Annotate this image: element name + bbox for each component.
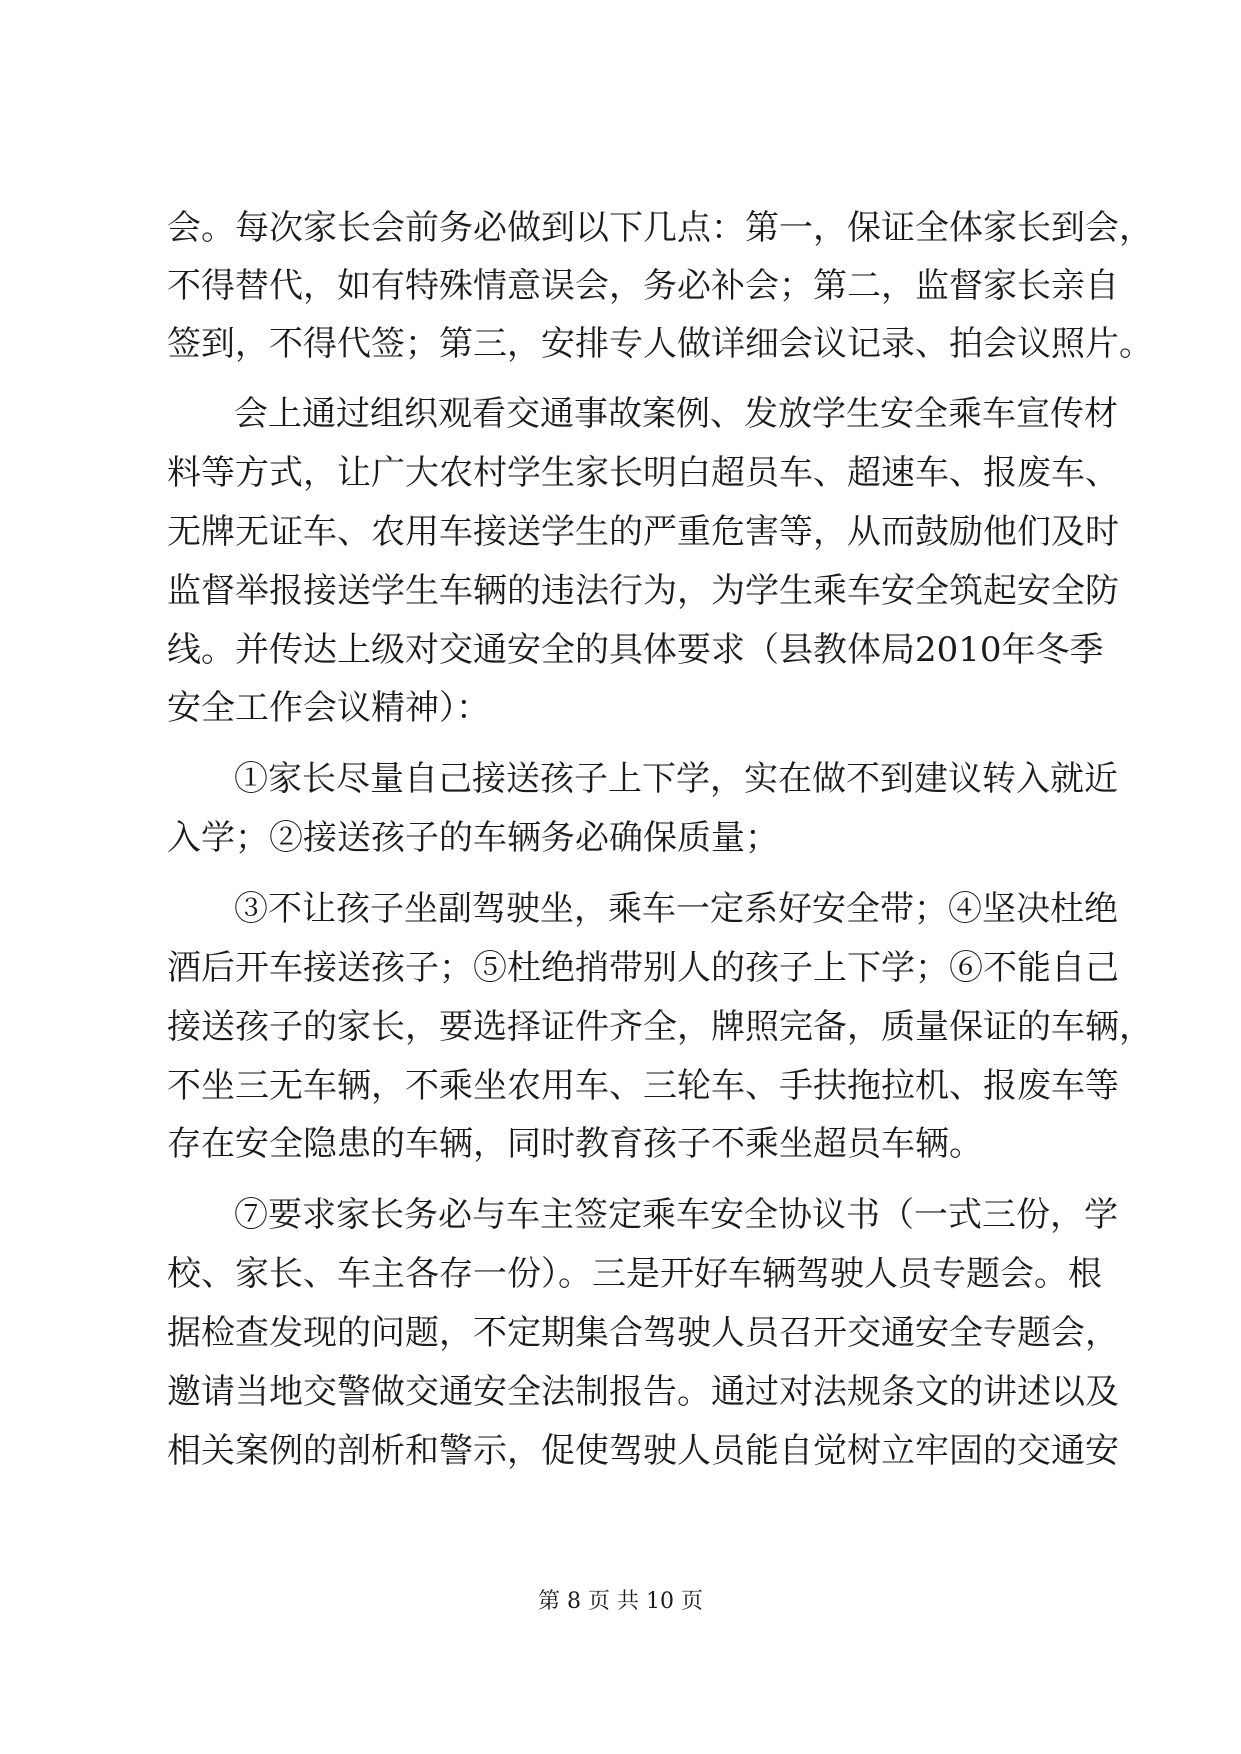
page-footer: 第 8 页 共 10 页 <box>538 1589 703 1614</box>
text-line: 校、家长、车主各存一份）。三是开好车辆驾驶人员专题会。根 <box>167 1254 1102 1294</box>
text-line: 存在安全隐患的车辆，同时教育孩子不乘坐超员车辆。 <box>167 1124 983 1164</box>
text-line: 无牌无证车、农用车接送学生的严重危害等，从而鼓励他们及时 <box>167 512 1119 552</box>
text-line: ③不让孩子坐副驾驶坐，乘车一定系好安全带；④坚决杜绝 <box>234 889 1118 929</box>
text-line: 签到，不得代签；第三，安排专人做详细会议记录、拍会议照片。 <box>167 324 1153 364</box>
text-line: 安全工作会议精神）： <box>167 688 490 728</box>
text-line: ①家长尽量自己接送孩子上下学，实在做不到建议转入就近 <box>234 759 1118 799</box>
text-line: 酒后开车接送孩子；⑤杜绝捎带别人的孩子上下学；⑥不能自己 <box>167 948 1119 988</box>
text-line: 料等方式，让广大农村学生家长明白超员车、超速车、报废车、 <box>167 453 1119 493</box>
text-line: ⑦要求家长务必与车主签定乘车安全协议书（一式三份，学 <box>234 1195 1118 1235</box>
text-line: 邀请当地交警做交通安全法制报告。通过对法规条文的讲述以及 <box>167 1372 1119 1412</box>
text-line: 线。并传达上级对交通安全的具体要求（县教体局2010年冬季 <box>167 630 1104 670</box>
text-line: 不坐三无车辆，不乘坐农用车、三轮车、手扶拖拉机、报废车等 <box>167 1066 1119 1106</box>
text-line: 不得替代，如有特殊情意误会，务必补会；第二，监督家长亲自 <box>167 266 1119 306</box>
text-line: 会上通过组织观看交通事故案例、发放学生安全乘车宣传材 <box>234 394 1118 434</box>
text-line: 监督举报接送学生车辆的违法行为，为学生乘车安全筑起安全防 <box>167 571 1119 611</box>
text-line: 会。每次家长会前务必做到以下几点：第一，保证全体家长到会， <box>167 208 1153 248</box>
text-line: 入学；②接送孩子的车辆务必确保质量； <box>167 818 779 858</box>
text-line: 接送孩子的家长，要选择证件齐全，牌照完备，质量保证的车辆， <box>167 1007 1153 1047</box>
text-line: 据检查发现的问题，不定期集合驾驶人员召开交通安全专题会， <box>167 1313 1119 1353</box>
text-line: 相关案例的剖析和警示，促使驾驶人员能自觉树立牢固的交通安 <box>167 1431 1119 1471</box>
